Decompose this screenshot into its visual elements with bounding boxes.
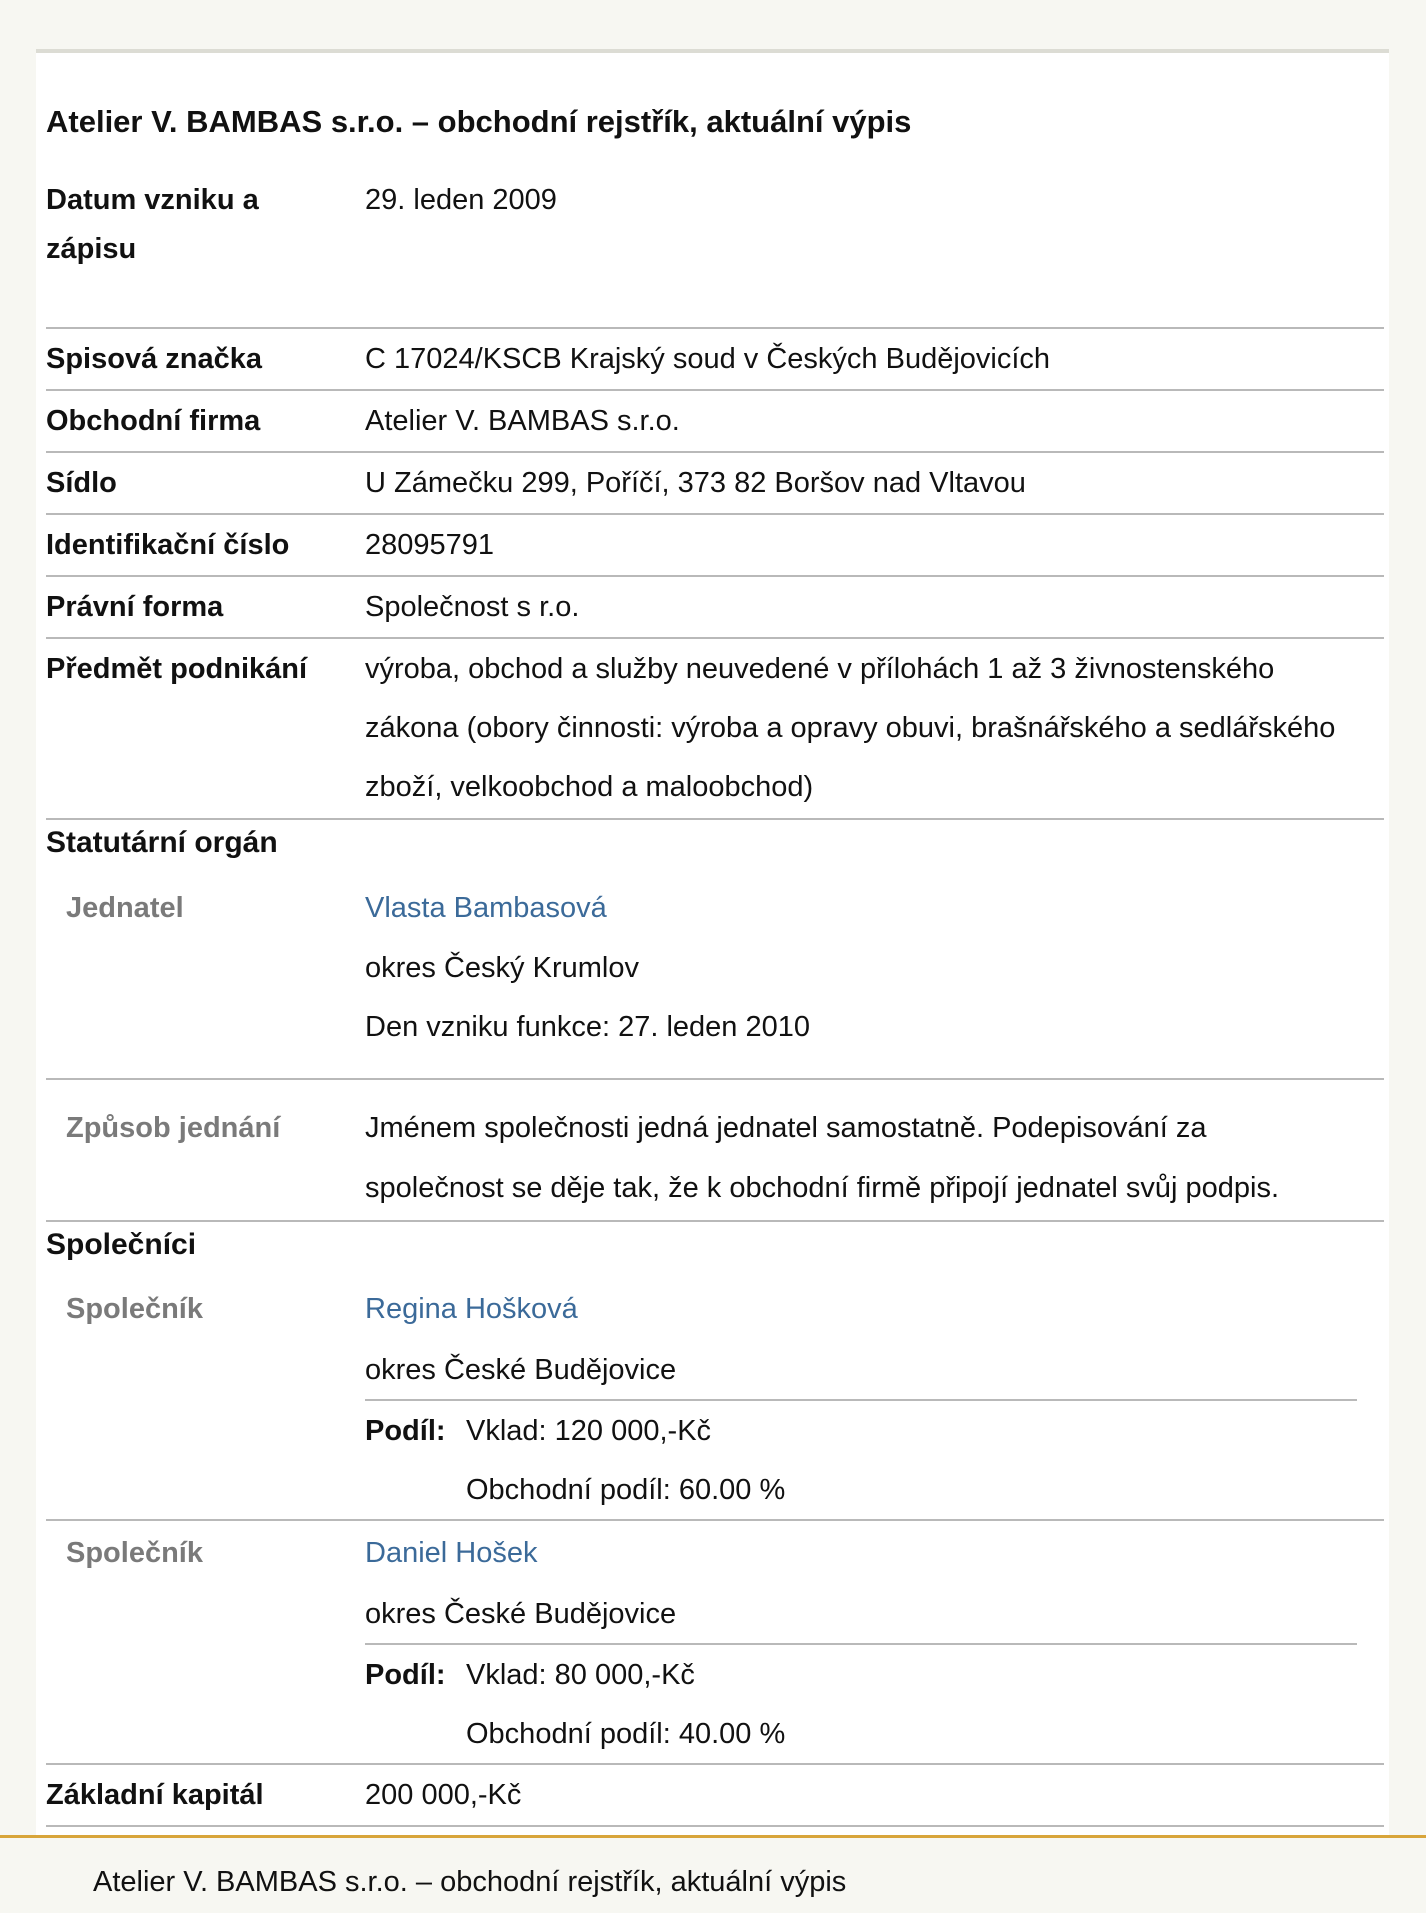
value-sidlo: U Zámečku 299, Poříčí, 373 82 Boršov nad Vltavou: [365, 467, 1026, 499]
label-pravni-forma: Právní forma: [46, 591, 224, 623]
footer: [0, 1835, 1426, 1913]
spolecnik-1-podil-label: Podíl:: [365, 1415, 446, 1447]
row-jednatel: [46, 878, 1384, 1080]
value-spisova-znacka: C 17024/KSCB Krajský soud v Českých Budějovicích: [365, 343, 1051, 375]
label-identifikacni-cislo: Identifikační číslo: [46, 529, 290, 561]
row-spolecnik-1: [46, 1279, 1384, 1521]
jednatel-okres: okres Český Krumlov: [365, 952, 639, 984]
value-pravni-forma: Společnost s r.o.: [365, 591, 580, 623]
value-identifikacni-cislo: 28095791: [365, 529, 495, 561]
spolecnik-1-okres: okres České Budějovice: [365, 1354, 677, 1386]
value-zakladni-kapital: 200 000,-Kč: [365, 1779, 522, 1811]
row-zpusob-jednani: [46, 1080, 1384, 1222]
register-card: [36, 49, 1389, 1837]
value-datum-vzniku: 29. leden 2009: [365, 184, 557, 216]
value-predmet-line-2: zákona (obory činnosti: výroba a opravy obuvi, brašnářského a sedlářského: [365, 712, 1336, 744]
spolecnik-2-podil-label: Podíl:: [365, 1659, 446, 1691]
page-title: Atelier V. BAMBAS s.r.o. – obchodní rejstřík, aktuální výpis: [46, 104, 912, 139]
label-obchodni-firma: Obchodní firma: [46, 405, 261, 437]
row-spisova-znacka: [46, 329, 1384, 391]
row-identifikacni-cislo: [46, 515, 1384, 577]
spolecnik-1-obchodni-podil: Obchodní podíl: 60.00 %: [466, 1474, 786, 1506]
label-sidlo: Sídlo: [46, 467, 117, 499]
section-statutarni-organ: Statutární orgán: [46, 826, 278, 859]
spolecnik-2-okres: okres České Budějovice: [365, 1598, 677, 1630]
spolecnik-2-vklad: Vklad: 80 000,-Kč: [466, 1659, 695, 1691]
row-obchodni-firma: [46, 391, 1384, 453]
footer-text: Atelier V. BAMBAS s.r.o. – obchodní rejstřík, aktuální výpis: [93, 1866, 847, 1898]
label-spolecnik: Společník: [66, 1293, 203, 1325]
value-predmet-line-1: výroba, obchod a služby neuvedené v přílohách 1 až 3 živnostenského: [365, 653, 1275, 685]
label-datum-vzniku-2: zápisu: [46, 233, 137, 265]
spolecnik-1-name-link[interactable]: Regina Hošková: [365, 1293, 578, 1325]
row-sidlo: [46, 453, 1384, 515]
jednatel-name-link[interactable]: Vlasta Bambasová: [365, 892, 607, 924]
label-spisova-znacka: Spisová značka: [46, 343, 262, 375]
label-predmet-podnikani: Předmět podnikání: [46, 653, 308, 685]
label-jednatel: Jednatel: [66, 892, 184, 924]
zpusob-jednani-line-1: Jménem společnosti jedná jednatel samostatně. Podepisování za: [365, 1112, 1207, 1144]
value-predmet-line-3: zboží, velkoobchod a maloobchod): [365, 771, 814, 803]
spolecnik-1-vklad: Vklad: 120 000,-Kč: [466, 1415, 712, 1447]
zpusob-jednani-line-2: společnost se děje tak, že k obchodní firmě připojí jednatel svůj podpis.: [365, 1172, 1280, 1204]
jednatel-den-vzniku-funkce: Den vzniku funkce: 27. leden 2010: [365, 1011, 810, 1043]
label-zpusob-jednani: Způsob jednání: [66, 1112, 281, 1144]
spolecnik-2-obchodni-podil: Obchodní podíl: 40.00 %: [466, 1718, 786, 1750]
label-zakladni-kapital: Základní kapitál: [46, 1779, 264, 1811]
row-spolecnik-2: [46, 1521, 1384, 1765]
spolecnik-2-name-link[interactable]: Daniel Hošek: [365, 1537, 538, 1569]
value-obchodni-firma: Atelier V. BAMBAS s.r.o.: [365, 405, 680, 437]
label-spolecnik: Společník: [66, 1537, 203, 1569]
row-datum-vzniku: [46, 170, 1384, 329]
row-predmet-podnikani: [46, 639, 1384, 820]
label-datum-vzniku-1: Datum vzniku a: [46, 184, 259, 216]
row-zakladni-kapital: [46, 1765, 1384, 1827]
section-spolecnici: Společníci: [46, 1228, 197, 1261]
row-pravni-forma: [46, 577, 1384, 639]
